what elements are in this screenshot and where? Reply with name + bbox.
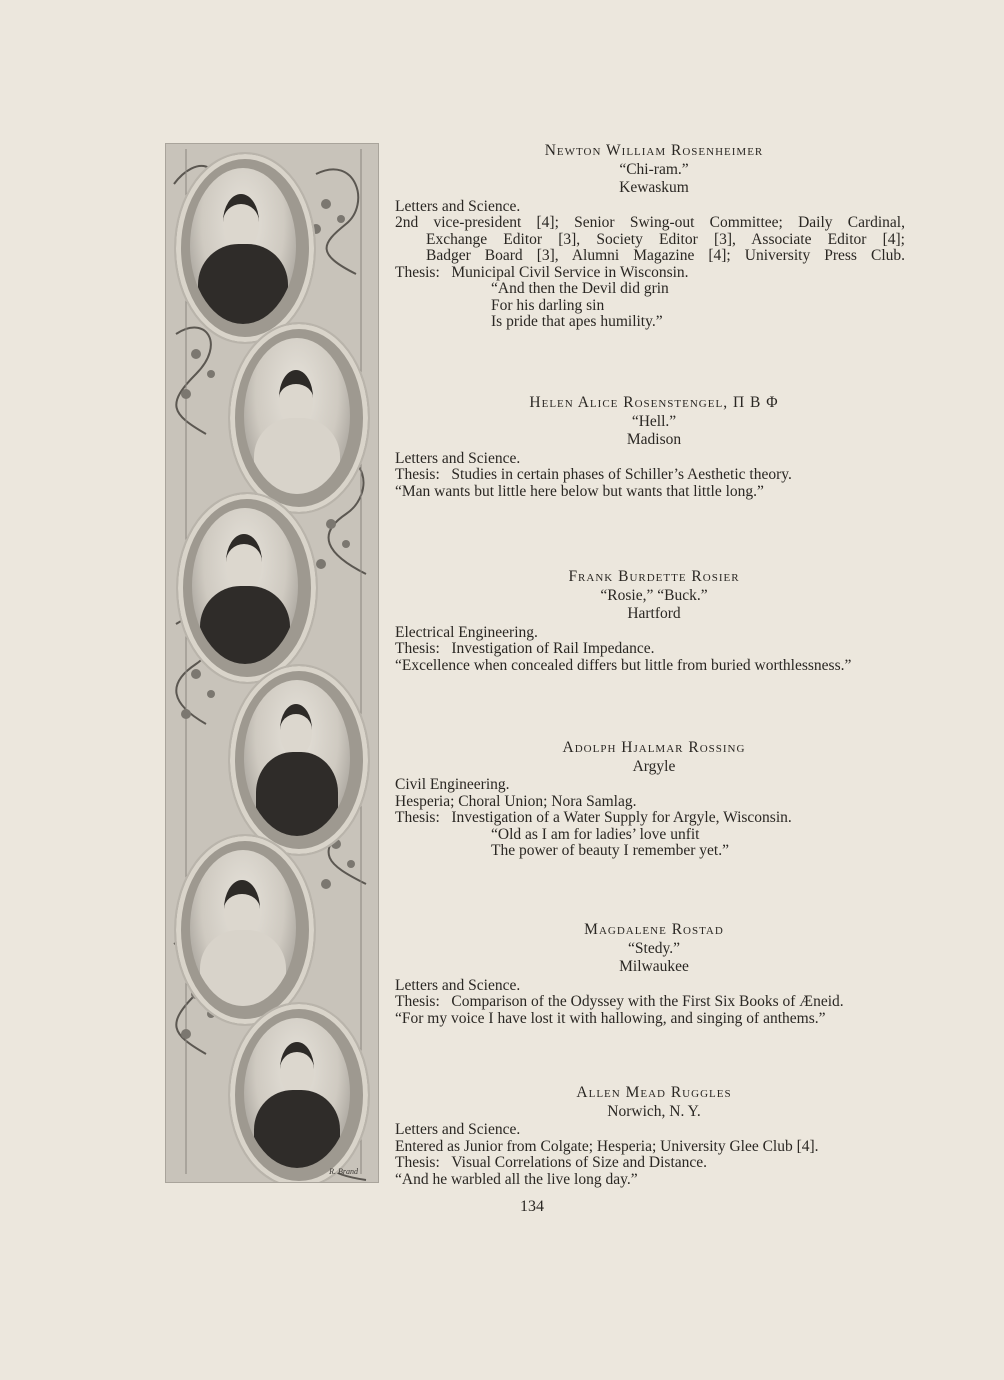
entry-rosier [395, 569, 905, 674]
activities: Entered as Junior from Colgate; Hesperia; University Glee Club [4]. [395, 1137, 819, 1155]
thesis: Thesis: Studies in certain phases of Schiller’s Aesthetic theory. [395, 466, 792, 483]
portrait-strip [165, 143, 379, 1183]
student-name: Adolph Hjalmar Rossing [562, 739, 746, 756]
entry-rossing [395, 740, 905, 860]
quote-line: “And then the Devil did grin [491, 280, 669, 297]
nickname: “Stedy.” [628, 939, 680, 957]
student-name: Magdalene Rostad [584, 921, 724, 938]
nickname: “Hell.” [631, 412, 677, 430]
engraver-mark: R. Brand [329, 1167, 358, 1176]
quote-line: Is pride that apes humility.” [491, 313, 663, 330]
hometown: Kewaskum [619, 179, 689, 196]
quote-line: The power of beauty I remember yet.” [491, 842, 729, 859]
thesis: Thesis: Investigation of a Water Supply for Argyle, Wisconsin. [395, 809, 792, 826]
nickname: “Chi-ram.” [619, 160, 689, 178]
thesis: Thesis: Investigation of Rail Impedance. [395, 640, 655, 657]
portrait-photo-rosenstengel [244, 338, 350, 494]
college: Letters and Science. [395, 449, 521, 467]
hometown: Madison [626, 431, 682, 448]
student-name: Newton William Rosenheimer [544, 142, 764, 159]
portrait-photo-rossing [244, 680, 350, 836]
student-name: Allen Mead Ruggles [576, 1084, 732, 1101]
entry-rostad [395, 922, 905, 1027]
entry-rosenheimer [395, 143, 905, 331]
portrait-photo-rosier [192, 508, 298, 664]
portrait-photo-rosenheimer [190, 168, 296, 324]
hometown: Hartford [627, 605, 681, 622]
hometown: Norwich, N. Y. [607, 1102, 701, 1120]
quote: “Man wants but little here below but wants that little long.” [395, 482, 764, 500]
quote: “For my voice I have lost it with hallowing, and singing of anthems.” [395, 1009, 826, 1027]
entry-rosenstengel [395, 395, 905, 500]
activities: Hesperia; Choral Union; Nora Samlag. [395, 792, 637, 810]
activities-line: Badger Board [3], Alumni Magazine [4]; University Press Club. [426, 247, 905, 264]
thesis: Thesis: Municipal Civil Service in Wisconsin. [395, 263, 689, 281]
portrait-photo-ruggles [244, 1018, 350, 1168]
activities-line: 2nd vice-president [4]; Senior Swing-out Committee; Daily Cardinal, [395, 214, 905, 231]
student-name: Helen Alice Rosenstengel, Π B Φ [529, 394, 779, 411]
college: Letters and Science. [395, 1121, 521, 1138]
hometown: Milwaukee [619, 958, 689, 975]
activities-line: Exchange Editor [3], Society Editor [3], Associate Editor [4]; [426, 230, 905, 248]
student-name: Frank Burdette Rosier [568, 568, 740, 585]
quote: “Excellence when concealed differs but little from buried worthlessness.” [395, 656, 852, 674]
entry-ruggles [395, 1085, 905, 1188]
college: Civil Engineering. [395, 776, 510, 793]
quote: “And he warbled all the live long day.” [395, 1170, 638, 1188]
thesis: Thesis: Visual Correlations of Size and Distance. [395, 1154, 708, 1171]
thesis: Thesis: Comparison of the Odyssey with the First Six Books of Æneid. [395, 993, 844, 1010]
college: Letters and Science. [395, 197, 521, 215]
portrait-photo-rostad [190, 850, 296, 1006]
hometown: Argyle [632, 757, 676, 775]
quote-line: “Old as I am for ladies’ love unfit [491, 825, 700, 843]
college: Electrical Engineering. [395, 623, 538, 641]
college: Letters and Science. [395, 976, 521, 994]
page-number: 134 [520, 1198, 544, 1215]
quote-line: For his darling sin [491, 296, 605, 314]
nickname: “Rosie,” “Buck.” [600, 586, 708, 604]
